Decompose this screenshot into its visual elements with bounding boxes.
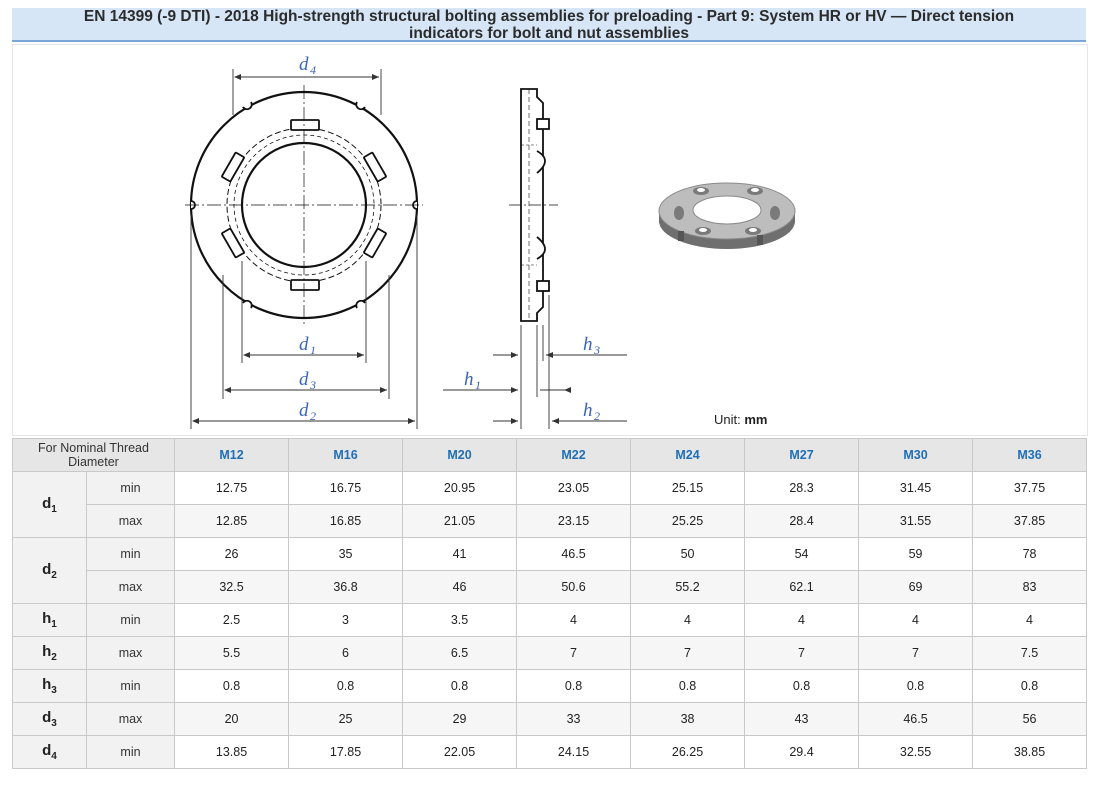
value-cell: 32.5 [175,571,289,604]
parameter-subscript: 2 [51,569,57,581]
column-header: M30 [859,439,973,472]
qualifier-cell: min [87,670,175,703]
value-cell: 78 [973,538,1087,571]
drawing-svg [13,45,1087,435]
value-cell: 56 [973,703,1087,736]
svg-text:3: 3 [594,343,600,357]
value-cell: 25.25 [631,505,745,538]
value-cell: 69 [859,571,973,604]
value-cell: 13.85 [175,736,289,769]
value-cell: 4 [745,604,859,637]
value-cell: 59 [859,538,973,571]
parameter-symbol: d [42,560,52,578]
value-cell: 4 [973,604,1087,637]
table-row [13,571,1087,604]
value-cell: 16.75 [289,472,403,505]
dimensions-table [12,438,1087,769]
value-cell: 21.05 [403,505,517,538]
value-cell: 17.85 [289,736,403,769]
svg-text:3: 3 [310,378,316,392]
svg-text:h: h [583,334,593,355]
svg-text:1: 1 [310,343,316,357]
column-header: M12 [175,439,289,472]
value-cell: 23.15 [517,505,631,538]
value-cell: 0.8 [859,670,973,703]
value-cell: 23.05 [517,472,631,505]
value-cell: 7 [631,637,745,670]
value-cell: 0.8 [517,670,631,703]
value-cell: 7 [859,637,973,670]
value-cell: 46.5 [517,538,631,571]
value-cell: 0.8 [973,670,1087,703]
value-cell: 25 [289,703,403,736]
dim-label-h1 [464,369,481,392]
parameter-symbol: h [42,676,52,693]
column-header: M24 [631,439,745,472]
value-cell: 28.3 [745,472,859,505]
dim-label-d1 [299,334,316,357]
parameter-subscript: 1 [51,619,57,630]
parameter-subscript: 4 [51,751,57,762]
title-line-2: indicators for bolt and nut assemblies [409,25,689,42]
dim-label-d4 [299,54,316,77]
value-cell: 50.6 [517,571,631,604]
value-cell: 32.55 [859,736,973,769]
value-cell: 38.85 [973,736,1087,769]
value-cell: 46.5 [859,703,973,736]
value-cell: 43 [745,703,859,736]
parameter-symbol: h [42,610,52,627]
value-cell: 12.85 [175,505,289,538]
column-header: M20 [403,439,517,472]
unit-label: Unit: [714,412,741,427]
column-header: M27 [745,439,859,472]
column-header: M36 [973,439,1087,472]
parameter-subscript: 3 [51,685,57,696]
unit-value: mm [744,412,768,427]
parameter-cell [13,670,87,703]
value-cell: 22.05 [403,736,517,769]
value-cell: 33 [517,703,631,736]
value-cell: 6.5 [403,637,517,670]
value-cell: 3.5 [403,604,517,637]
parameter-subscript: 2 [51,652,57,663]
qualifier-cell: max [87,703,175,736]
svg-text:h: h [464,369,474,390]
qualifier-cell: max [87,571,175,604]
value-cell: 54 [745,538,859,571]
svg-text:2: 2 [310,409,316,423]
value-cell: 62.1 [745,571,859,604]
value-cell: 24.15 [517,736,631,769]
table-corner-label: For Nominal Thread Diameter [13,439,175,472]
table-row [13,604,1087,637]
value-cell: 5.5 [175,637,289,670]
page-title [12,8,1086,42]
dim-label-d3 [299,369,316,392]
svg-text:1: 1 [475,378,481,392]
value-cell: 26.25 [631,736,745,769]
value-cell: 36.8 [289,571,403,604]
technical-drawing [12,44,1088,436]
parameter-symbol: d [42,494,52,512]
value-cell: 55.2 [631,571,745,604]
value-cell: 7 [517,637,631,670]
value-cell: 2.5 [175,604,289,637]
value-cell: 28.4 [745,505,859,538]
value-cell: 31.55 [859,505,973,538]
value-cell: 83 [973,571,1087,604]
table-header-row [13,439,1087,472]
front-view [185,85,423,325]
parameter-cell [13,637,87,670]
value-cell: 4 [631,604,745,637]
svg-text:d: d [299,54,309,75]
value-cell: 12.75 [175,472,289,505]
value-cell: 6 [289,637,403,670]
parameter-cell [13,472,87,538]
column-header: M22 [517,439,631,472]
value-cell: 0.8 [631,670,745,703]
title-line-1: EN 14399 (-9 DTI) - 2018 High-strength structural bolting assemblies for preloading - Part 9: System HR or HV — Direct tension [83,8,1015,25]
parameter-symbol: d [42,742,52,759]
value-cell: 25.15 [631,472,745,505]
value-cell: 0.8 [289,670,403,703]
parameter-subscript: 1 [51,503,57,515]
value-cell: 3 [289,604,403,637]
parameter-subscript: 3 [51,718,57,729]
value-cell: 4 [517,604,631,637]
value-cell: 0.8 [403,670,517,703]
table-row [13,472,1087,505]
value-cell: 20.95 [403,472,517,505]
table-body [13,472,1087,769]
value-cell: 46 [403,571,517,604]
dim-label-d2 [299,400,316,423]
table-row [13,538,1087,571]
side-view [509,89,558,321]
value-cell: 16.85 [289,505,403,538]
parameter-symbol: h [42,643,52,660]
value-cell: 7.5 [973,637,1087,670]
parameter-cell [13,703,87,736]
value-cell: 4 [859,604,973,637]
table-row [13,703,1087,736]
dim-label-h2 [583,400,600,423]
unit-note [714,412,767,427]
table-row [13,637,1087,670]
value-cell: 0.8 [175,670,289,703]
table-row [13,505,1087,538]
svg-text:4: 4 [310,63,316,77]
isometric-render [659,183,795,249]
value-cell: 7 [745,637,859,670]
value-cell: 29 [403,703,517,736]
value-cell: 41 [403,538,517,571]
value-cell: 37.75 [973,472,1087,505]
value-cell: 38 [631,703,745,736]
value-cell: 20 [175,703,289,736]
qualifier-cell: max [87,505,175,538]
qualifier-cell: min [87,604,175,637]
column-header: M16 [289,439,403,472]
svg-text:d: d [299,334,309,355]
svg-text:2: 2 [594,409,600,423]
table-row [13,670,1087,703]
qualifier-cell: min [87,538,175,571]
svg-text:d: d [299,369,309,390]
value-cell: 0.8 [745,670,859,703]
value-cell: 50 [631,538,745,571]
qualifier-cell: min [87,472,175,505]
svg-text:d: d [299,400,309,421]
table-row [13,736,1087,769]
value-cell: 31.45 [859,472,973,505]
value-cell: 37.85 [973,505,1087,538]
qualifier-cell: min [87,736,175,769]
parameter-cell [13,604,87,637]
dim-label-h3 [583,334,600,357]
parameter-cell [13,736,87,769]
qualifier-cell: max [87,637,175,670]
parameter-symbol: d [42,709,52,726]
parameter-cell [13,538,87,604]
value-cell: 26 [175,538,289,571]
value-cell: 35 [289,538,403,571]
svg-text:h: h [583,400,593,421]
value-cell: 29.4 [745,736,859,769]
